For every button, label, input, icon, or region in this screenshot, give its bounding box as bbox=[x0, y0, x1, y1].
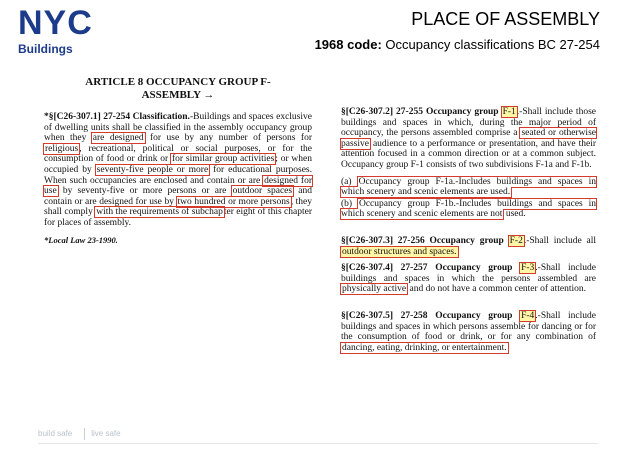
boxed-phrase: seated or otherwise passive bbox=[341, 128, 596, 149]
boxed-phrase: outdoor spaces bbox=[232, 186, 293, 197]
section-number: §[C26-307.5] 27-258 Occupancy group bbox=[341, 310, 521, 321]
boxed-phrase: Occupancy group F-1a.-Includes buildings and spaces in which scenery and scenic elements are used. bbox=[341, 176, 597, 198]
section-number: §[C26-307.2] 27-255 Occupancy group bbox=[341, 107, 502, 117]
highlighted-term: F-2 bbox=[509, 235, 523, 246]
code-text: and do not have a common center of attention. bbox=[407, 284, 586, 295]
footer-live-safe: live safe bbox=[91, 429, 121, 439]
boxed-phrase: for similar group activities bbox=[172, 154, 275, 165]
boxed-phrase: religious bbox=[45, 143, 79, 154]
article-heading bbox=[44, 76, 312, 102]
highlighted-term: outdoor structures and spaces. bbox=[342, 246, 457, 257]
slide-subtitle bbox=[315, 37, 600, 52]
section-number: §[C26-307.3] 27-256 Occupancy group bbox=[341, 235, 509, 246]
section-number: *§[C26-307.1] 27-254 Classification. bbox=[44, 112, 190, 122]
code-text: (a) bbox=[341, 176, 358, 187]
f4-paragraph bbox=[341, 311, 596, 353]
classification-paragraph bbox=[44, 112, 312, 229]
code-text: by seventy-five or more persons or are bbox=[57, 186, 232, 197]
f1b-paragraph bbox=[341, 199, 596, 220]
code-text: .-Shall include buildings and spaces in which persons assemble for dancing or for the consumption of food or drink, or for any combination of bbox=[341, 310, 596, 343]
code-text: ; or when occupied by bbox=[44, 154, 312, 175]
boxed-phrase: dancing, eating, drinking, or entertainment. bbox=[342, 342, 507, 353]
f2-paragraph bbox=[341, 236, 596, 257]
footer-build-safe: build safe bbox=[38, 429, 73, 439]
boxed-phrase: with the requirements of subchap bbox=[96, 207, 223, 218]
f3-paragraph bbox=[341, 263, 596, 295]
code-text: (b) bbox=[341, 198, 358, 209]
code-text: -Buildings and spaces exclusive of dwelling units shall be classified in the assembly occupancy group when they bbox=[44, 112, 312, 144]
code-text: used. bbox=[503, 209, 526, 220]
code-text: , they shall comply bbox=[44, 196, 312, 218]
code-text: for educational purposes. When such occupancies are enclosed and contain or are bbox=[44, 164, 312, 186]
section-number: §[C26-307.4] 27-257 Occupancy group bbox=[341, 263, 521, 274]
nyc-buildings-logo bbox=[18, 6, 118, 56]
arrow-mark: → bbox=[203, 89, 215, 101]
article-heading-line1: ARTICLE 8 OCCUPANCY GROUP F- bbox=[85, 76, 271, 88]
footnote: *Local Law 23-1990. bbox=[44, 234, 118, 245]
boxed-phrase: seventy-five people or more bbox=[96, 164, 209, 175]
code-text: for use by any number of persons for bbox=[144, 133, 312, 144]
code-text: and contain or are designed for use by bbox=[44, 186, 312, 207]
footer-rule bbox=[38, 443, 598, 444]
highlighted-term: F-4 bbox=[521, 310, 535, 321]
boxed-phrase: Occupancy group F-1b.-Includes buildings and spaces in which scenery and scenic elements are not bbox=[341, 198, 597, 220]
code-text: audience to a performance or presentation, and have their attention focused in a common direction or at a common subject. Occupancy group F-1 consists of two subdivisions F-1a and F-1b. bbox=[341, 138, 596, 170]
code-text: ter eight of this chapter for places of assembly. bbox=[44, 207, 312, 228]
logo-buildings-text: Buildings bbox=[18, 42, 73, 56]
slide-title: PLACE OF ASSEMBLY bbox=[411, 9, 600, 29]
code-text: .-Shall include those buildings and spaces in which, during the major period of occupancy, the persons assembled comprise a bbox=[341, 107, 596, 139]
code-text: .-Shall include all bbox=[523, 235, 596, 246]
highlighted-term: F-3 bbox=[521, 263, 535, 274]
subtitle-text: Occupancy classifications BC 27-254 bbox=[381, 37, 600, 52]
boxed-phrase: designed for use bbox=[44, 175, 312, 197]
footer-tagline bbox=[38, 428, 127, 440]
subtitle-code-label: 1968 code: bbox=[314, 37, 382, 52]
article-heading-line2: ASSEMBLY bbox=[141, 89, 201, 101]
logo-nyc-text: NYC bbox=[18, 4, 93, 42]
boxed-phrase: are designed bbox=[92, 133, 144, 144]
code-text: .-Shall include buildings and spaces in which the persons assembled are bbox=[341, 263, 596, 284]
code-text: , recreational, political or social purposes, or for the consumption of food or drink or bbox=[44, 143, 312, 165]
boxed-phrase: physically active bbox=[342, 284, 407, 295]
left-code-excerpt bbox=[44, 76, 312, 245]
right-code-excerpt bbox=[341, 107, 596, 359]
f1-paragraph bbox=[341, 107, 596, 171]
highlighted-term: F-1 bbox=[502, 107, 516, 117]
f1a-paragraph bbox=[341, 177, 596, 198]
boxed-phrase: two hundred or more persons bbox=[177, 196, 290, 207]
footer-divider bbox=[84, 428, 85, 440]
